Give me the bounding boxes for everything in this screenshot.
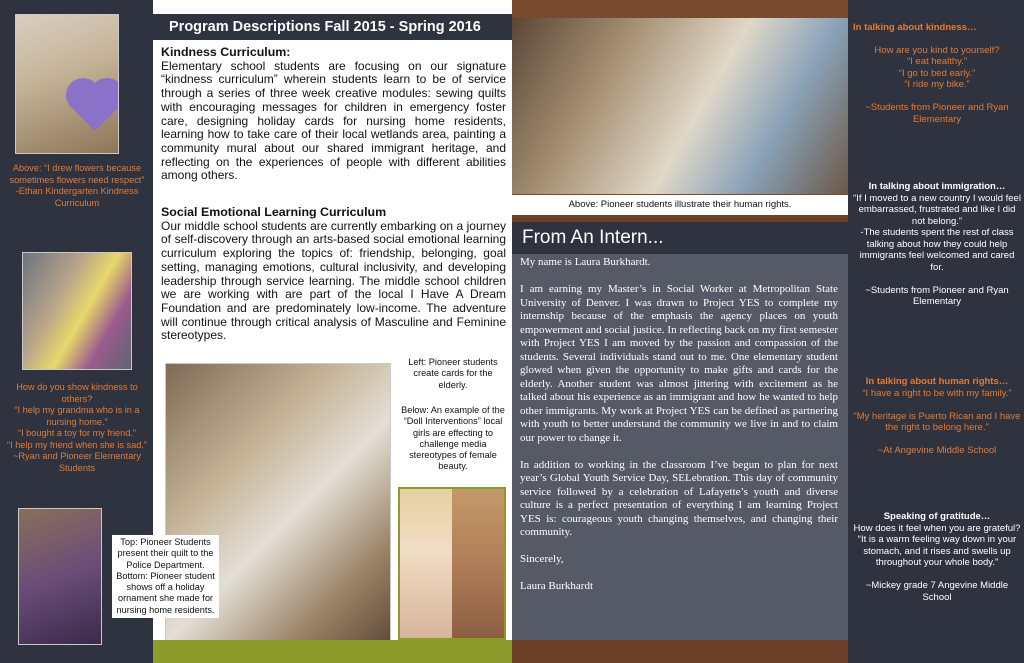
- caption-doll-interventions: Below: An example of the “Doll Interventions” local girls are effecting to challenge media stereotypes of female beauty.: [401, 405, 505, 472]
- sel-section: [161, 206, 506, 343]
- quote-line: [853, 569, 1021, 581]
- caption-left-students: Left: Pioneer students create cards for the elderly.: [408, 357, 498, 390]
- immigration-quotes-heading: In talking about immigration…: [868, 181, 1006, 192]
- quote-line: “I have a right to be with my family.”: [862, 387, 1012, 399]
- gratitude-quotes-heading: Speaking of gratitude…: [883, 511, 991, 522]
- gratitude-quotes: [853, 511, 1021, 603]
- left-caption-2-line: ~Ryan and Pioneer Elementary Students: [13, 451, 141, 473]
- kindness-section: [161, 46, 506, 183]
- page-title: Program Descriptions Fall 2015 - Spring 2016: [153, 14, 512, 40]
- human-rights-quotes-heading: In talking about human rights…: [865, 376, 1009, 387]
- bottom-olive-strip: [153, 640, 512, 663]
- quote-line: “I go to bed early.”: [898, 67, 976, 79]
- quilt-presentation-photo: [22, 252, 132, 370]
- classroom-photo-caption: Above: Pioneer students illustrate their human rights.: [512, 195, 848, 215]
- quote-line: “I eat healthy.”: [906, 56, 968, 67]
- intern-signature: Laura Burkhardt: [520, 580, 593, 592]
- quote-line: “It is a warm feeling way down in your stomach, and it rises and swells up throughout your whole body.”: [857, 534, 1017, 568]
- girl-ornament-photo: [18, 508, 102, 645]
- quote-attribution: ~At Angevine Middle School: [877, 445, 997, 456]
- left-caption-2-line: “I bought a toy for my friend.”: [18, 428, 136, 438]
- quote-line: “My heritage is Puerto Rican and I have the right to belong here.”: [853, 410, 1021, 433]
- quote-line: [853, 91, 1021, 103]
- quote-line: How does it feel when you are grateful?: [853, 522, 1021, 534]
- kindness-body: Elementary school students are focusing on our signature “kindness curriculum” wherein students learn to be of service through a series of three week creative modules: sewing quilts with encouraging messages for children in emergency foster care, designing holiday cards for nursing home residents, learning how to take care of their local wetlands area, painting a community mural about our shared immigrant heritage, and reflecting on the experiences of people with different abilities among others.: [161, 58, 506, 183]
- left-caption-2-line: How do you show kindness to others?: [16, 382, 138, 404]
- doll-after-half: [452, 489, 506, 638]
- quote-line: “I ride my bike.”: [904, 79, 970, 90]
- left-caption-1-text: Above: “I drew flowers because sometimes flowers need respect” -Ethan Kindergarten Kindness Curriculum: [9, 163, 145, 208]
- left-caption-2-line: “I help my friend when she is sad.”: [7, 439, 147, 450]
- quote-line: “If I moved to a new country I would feel embarrassed, frustrated and like I did not belong.”: [853, 192, 1021, 227]
- left-caption-1: [6, 163, 148, 209]
- kindness-quotes: [853, 22, 1021, 125]
- human-rights-quotes: [853, 376, 1021, 457]
- left-caption-2: [6, 382, 148, 474]
- intern-paragraph: My name is Laura Burkhardt.: [520, 256, 651, 268]
- sel-heading: Social Emotional Learning Curriculum: [161, 205, 387, 219]
- immigration-quotes: [853, 181, 1021, 308]
- classroom-human-rights-photo: [512, 18, 848, 194]
- quote-attribution: ~Students from Pioneer and Ryan Elementary: [865, 102, 1009, 125]
- left-caption-2-line: “I help my grandma who is in a nursing home.”: [14, 405, 140, 427]
- kindness-heading: Kindness Curriculum:: [161, 45, 291, 59]
- caption-quilt-ornament: Top: Pioneer Students present their quilt to the Police Department. Bottom: Pioneer student shows off a holiday ornament she made for nursing home residents.: [112, 535, 219, 618]
- quote-line: -The students spent the rest of class talking about how they could help immigrants feel welcomed and cared for.: [859, 227, 1015, 273]
- kindness-quotes-heading: In talking about kindness…: [853, 22, 977, 33]
- intern-title: From An Intern...: [512, 222, 848, 254]
- boy-with-heart-photo: [15, 14, 119, 154]
- sel-body: Our middle school students are currently embarking on a journey of self-discovery through an arts-based social emotional learning curriculum exploring the topics of: friendship, belonging, goal setting, managing emotions, cultural inclusivity, and developing leadership through service learning. The middle school children we are working with are part of the local I Have A Dream Foundation and are predominately low-income. The adventure will continue through critical analysis of Masculine and Feminine stereotypes.: [161, 218, 506, 343]
- heart-drawing: [71, 83, 119, 131]
- quote-line: [853, 434, 1021, 446]
- quote-line: How are you kind to yourself?: [874, 44, 1000, 56]
- intern-letter: [520, 256, 838, 607]
- doll-before-half: [400, 489, 452, 638]
- intern-paragraph: In addition to working in the classroom I’ve begun to plan for next year’s Global Youth Service Day, SELebration. This day of community service followed by a celebration of Lafayette’s youth and diverse culture is a perfect presentation of everything I am learning Project YES is: courageous youth changing themselves, and changing their community.: [520, 458, 838, 538]
- intern-paragraph: I am earning my Master’s in Social Worker at Metropolitan State University of Denver. I was drawn to Project YES to complete my internship because of the emphasis the agency places on youth empowerment and social justice. In reflecting back on my first semester with Project YES I am moved by the passion and compassion of the students. Several individuals stand out to me. One elementary student glowed when given the opportunity to make gifts and cards for the elderly. Another student was almost jittering with excitement as he talked about his experience as an immigrant and how he wanted to help other immigrants. My work at Project YES can be defined as partnering with youth to better understand the community we live in and to claim our power to change it.: [520, 283, 838, 444]
- quote-attribution: ~Students from Pioneer and Ryan Elementary: [865, 284, 1009, 307]
- quote-attribution: ~Mickey grade 7 Angevine Middle School: [865, 580, 1009, 603]
- intern-paragraph: Sincerely,: [520, 553, 564, 565]
- quote-line: [853, 273, 1021, 285]
- quote-line: [853, 399, 1021, 411]
- doll-intervention-photo: [398, 487, 506, 640]
